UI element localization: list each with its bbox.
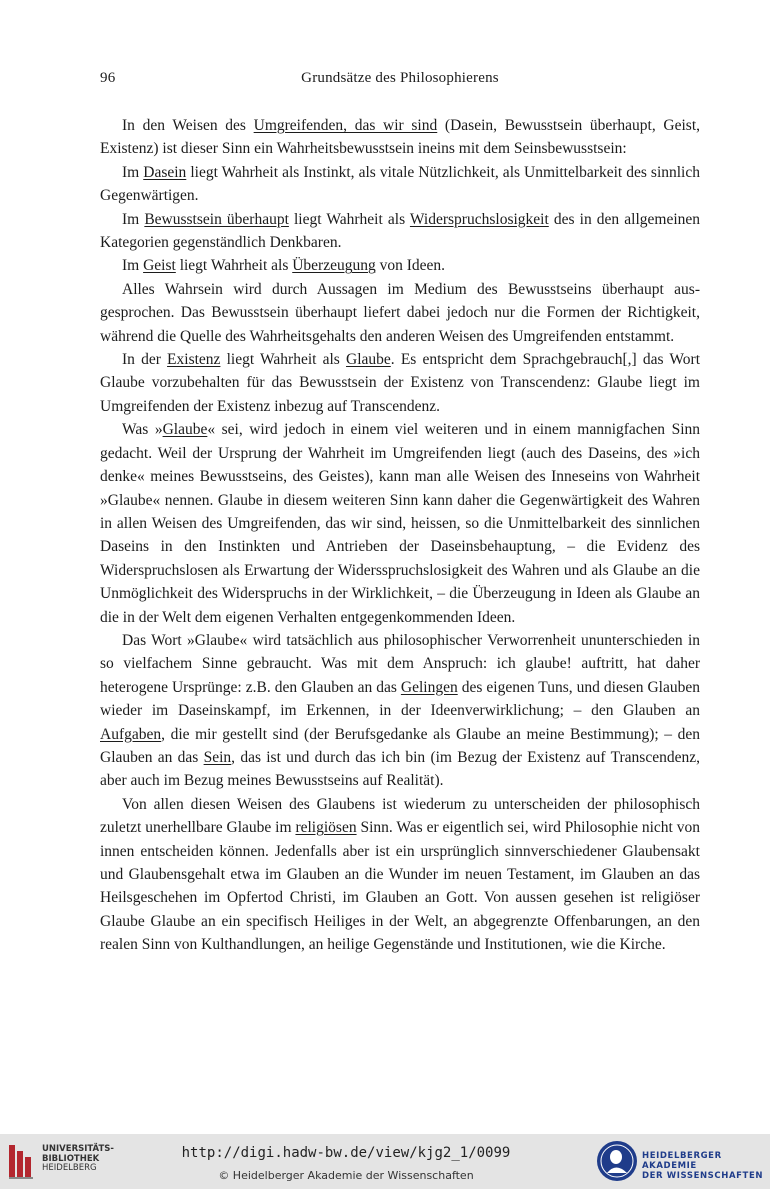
paragraph bbox=[100, 348, 700, 418]
running-header bbox=[100, 70, 700, 92]
text-run: von Ideen. bbox=[375, 257, 446, 275]
text-run: Im bbox=[122, 163, 144, 181]
paragraph bbox=[100, 161, 700, 208]
underlined-term: Umgreifenden, das wir sind bbox=[253, 117, 438, 134]
ub-logo-line: HEIDELBERG bbox=[42, 1163, 97, 1173]
paragraph bbox=[100, 278, 700, 348]
text-run: « sei, wird jedoch in einem viel weiteren und in einem mannigfachen Sinn gedacht. Weil der Ursprung der Wahrheit im Umgreifenden liegt (auch des Daseins, des »ich denke« meines Bewusstseins, des Geistes), kann man alle Weisen des Inneseins von Wahrheit »Glaube« nennen. Glaube in diesem weiteren Sinn kann daher die Gegenwärtigkeit des Wahren in allen Weisen des Umgreifenden, das wir sind, heissen, so die Unmittelbarkeit des sinnlichen Daseins in den Instinkten und Antrieben der Daseinsbehauptung, – die Evidenz des Widerspruchslosen als Erwartung der Widersspruchslosigkeit des Wahren und als Glaube an die Unmöglichkeit des Widerspruchs in der Wirklichkeit, – die Überzeugung in Ideen als Glaube an die in der Welt dem eigenen Verhalten entgegenkommenden Ideen. bbox=[100, 421, 700, 626]
paragraph bbox=[100, 254, 700, 277]
hadw-logo-text bbox=[642, 1151, 770, 1181]
paragraph bbox=[100, 793, 700, 957]
source-url-link[interactable]: http://digi.hadw-bw.de/view/kjg2_1/0099 bbox=[181, 1145, 511, 1161]
text-run: Was » bbox=[122, 421, 163, 439]
copyright-text: © Heidelberger Akademie der Wissenschaften bbox=[218, 1169, 474, 1182]
paragraph bbox=[100, 208, 700, 255]
underlined-term: Existenz bbox=[167, 351, 221, 369]
text-run: Das Wort »Glaube« wird tatsächlich aus philosophischer Verworrenheit ununterschieden in so vielfachem Sinne gebraucht. Was mit dem Anspruch: ich glaube! auftritt, hat daher heterogene Ursprünge: z.B. den Glauben an das bbox=[100, 631, 700, 696]
underlined-term: Glaube bbox=[346, 351, 391, 369]
underlined-term: Geist bbox=[143, 257, 176, 275]
text-run: In der bbox=[122, 351, 168, 369]
text-run: Im bbox=[122, 210, 145, 228]
underlined-term: Aufgaben bbox=[100, 725, 162, 743]
paragraph bbox=[100, 418, 700, 629]
text-run: Alles Wahrsein wird durch Aussagen im Medium des Bewusstseins überhaupt ausgesprochen. Das Bewusstsein überhaupt liefert dabei jedoch nur die Formen der Richtigkeit, während die Quelle des Wahrheitsgehalts den anderen Weisen des Umgreifenden entstammt. bbox=[100, 280, 700, 345]
text-run: liegt Wahrheit als bbox=[288, 210, 410, 228]
running-title: Grundsätze des Philosophierens bbox=[301, 70, 499, 86]
hadw-seal-logo-icon[interactable] bbox=[596, 1140, 638, 1182]
text-run: . Es entspricht dem Sprachgebrauch[,] das Wort Glaube vorzubehalten für das Bewusstsein der Existenz von Transcendenz: Glaube liegt im Umgreifenden der Existenz inbezug auf Transcendenz. bbox=[100, 351, 701, 415]
text-run: liegt Wahrheit als bbox=[220, 351, 347, 369]
page-number: 96 bbox=[100, 70, 116, 86]
text-run: liegt Wahrheit als Instinkt, als vitale Nützlichkeit, als Unmittelbarkeit des sinnlich Gegenwärtigen. bbox=[100, 163, 700, 205]
text-run: des eigenen Tuns, und diesen Glauben wieder im Daseinskampf, im Erkennen, in der Ideenverwirklichung; – den Glauben an bbox=[100, 678, 700, 720]
text-run: des in den allgemeinen Kategorien gegenständlich Denkbaren. bbox=[100, 210, 701, 252]
text-run: , das ist und durch das ich bin (im Bezug der Existenz auf Transcendenz, aber auch im Bezug meines Bewusstseins auf Realität). bbox=[100, 748, 700, 790]
paragraph bbox=[100, 629, 700, 793]
hadw-logo-line: HEIDELBERGER AKADEMIE bbox=[642, 1151, 722, 1171]
text-run: Im bbox=[122, 257, 144, 275]
body-text bbox=[100, 114, 700, 957]
text-run: , die mir gestellt sind (der Berufsgedanke als Glaube an meine Bestimmung); – den Glauben an das bbox=[100, 725, 700, 766]
ub-logo-line: UNIVERSITÄTS- bbox=[42, 1144, 114, 1154]
text-run: liegt Wahrheit als bbox=[175, 257, 293, 275]
hadw-logo-line: DER WISSENSCHAFTEN bbox=[642, 1171, 764, 1181]
ub-logo-line: BIBLIOTHEK bbox=[42, 1153, 100, 1164]
text-run: (Dasein, Bewusstsein überhaupt, Geist, Existenz) ist dieser Sinn ein Wahrheitsbewusstsein ineins mit dem Seinsbewusstsein: bbox=[100, 117, 700, 158]
underlined-term: Sein bbox=[203, 748, 232, 766]
underlined-term: Überzeugung bbox=[292, 257, 376, 275]
underlined-term: Gelingen bbox=[400, 678, 458, 696]
underlined-term: Bewusstsein überhaupt bbox=[144, 210, 289, 228]
underlined-term: Widerspruchslosigkeit bbox=[409, 210, 549, 228]
footer-bar bbox=[0, 1134, 770, 1189]
underlined-term: Glaube bbox=[162, 421, 208, 439]
paragraph bbox=[100, 114, 700, 161]
text-run: Von allen diesen Weisen des Glaubens ist wiederum zu unterscheiden der philosophisch zuletzt unerhellbare Glaube im bbox=[100, 795, 700, 837]
underlined-term: Dasein bbox=[143, 163, 187, 181]
underlined-term: religiösen bbox=[295, 819, 357, 837]
text-run: In den Weisen des bbox=[122, 117, 254, 134]
text-run: Sinn. Was er eigentlich sei, wird Philosophie nicht von innen entscheiden können. Jedenfalls aber ist ein ursprünglich sinnverschiedener Glaubensakt und Glaubensgehalt etwa im Glauben an die Wunder im neuen Testament, im Glauben an das Heilsgeschehen im Opfertod Christi, im Glauben an Gott. Von aussen gesehen ist religiöser Glaube Glaube an ein specifisch Heiliges in der Welt, an abgegrenzte Offenbarungen, an den realen Sinn von Kulthandlungen, an heilige Gegenstände und Institutionen, wie die Kirche. bbox=[100, 819, 700, 954]
